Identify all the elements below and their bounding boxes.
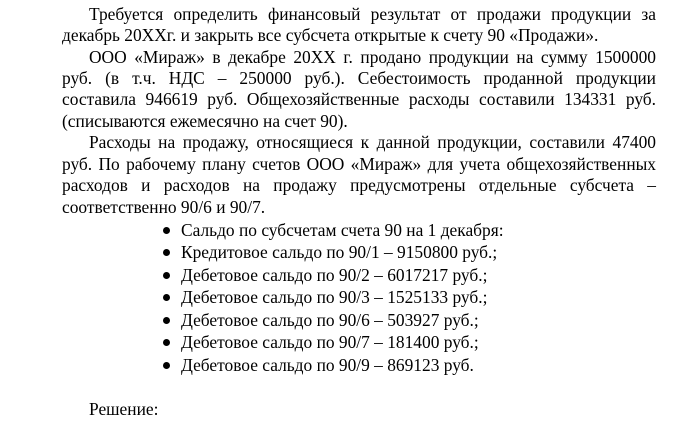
bullet-icon [163,362,170,369]
bullet-icon [163,339,170,346]
list-item-text: Дебетовое сальдо по 90/7 – 181400 руб.; [181,332,479,352]
paragraph-2-line-1: ООО «Мираж» в декабре 20ХХ г. продано продукции на сумму 1500000 [89,47,656,67]
bullet-icon [163,249,170,256]
paragraph-3-line-4: соответственно 90/6 и 90/7. [62,197,266,217]
paragraph-1-line-1: Требуется определить финансовый результат от продажи продукции за [89,4,656,24]
list-item-text: Дебетовое сальдо по 90/2 – 6017217 руб.; [181,265,488,285]
solution-heading: Решение: [89,399,159,419]
paragraph-3-line-2: руб. По рабочему плану счетов ООО «Мираж» для учета общехозяйственных [62,154,656,174]
list-item-text: Кредитовое сальдо по 90/1 – 9150800 руб.; [181,242,498,262]
paragraph-3-line-1: Расходы на продажу, относящиеся к данной продукции, составили 47400 [89,132,656,152]
bullet-icon [163,272,170,279]
paragraph-3-line-3: расходов и расходов на продажу предусмотрены отдельные субсчета – [62,175,656,195]
bullet-icon [163,294,170,301]
bullet-icon [163,317,170,324]
paragraph-2-line-3: составила 946619 руб. Общехозяйственные расходы составили 134331 руб. [62,89,656,109]
paragraph-2-line-4: (списываются ежемесячно на счет 90). [62,111,348,131]
list-item-text: Сальдо по субсчетам счета 90 на 1 декабря: [181,220,504,240]
list-item-text: Дебетовое сальдо по 90/3 – 1525133 руб.; [181,287,488,307]
list-item-text: Дебетовое сальдо по 90/9 – 869123 руб. [181,355,474,375]
list-item-text: Дебетовое сальдо по 90/6 – 503927 руб.; [181,310,479,330]
paragraph-1-line-2: декабрь 20ХХг. и закрыть все субсчета открытые к счету 90 «Продажи». [62,25,599,45]
bullet-icon [163,227,170,234]
paragraph-2-line-2: руб. (в т.ч. НДС – 250000 руб.). Себестоимость проданной продукции [62,68,656,88]
